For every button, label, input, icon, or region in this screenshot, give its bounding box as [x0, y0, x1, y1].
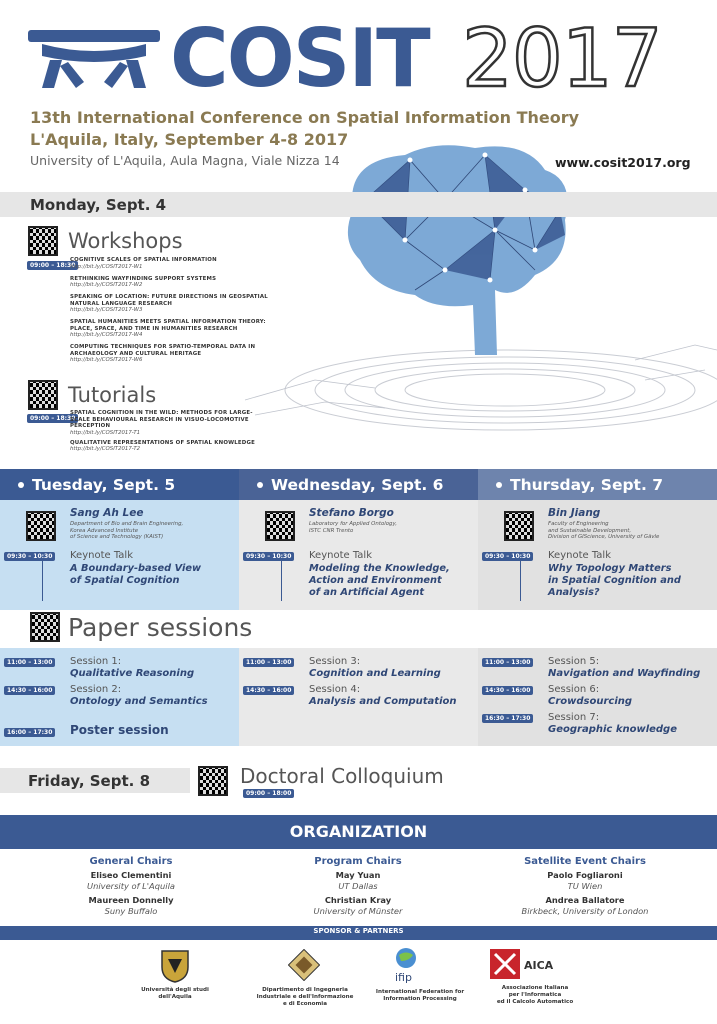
speaker-affiliation	[548, 521, 713, 541]
org-group-1	[248, 854, 468, 917]
sponsor-univaq-caption: Università degli studi dell'Aquila	[141, 987, 209, 1000]
tutorials-heading: Tutorials	[68, 383, 157, 407]
session-label: Session 4:	[309, 684, 361, 695]
org-person-affiliation: Birkbeck, University of London	[521, 906, 649, 916]
workshop-item	[70, 294, 270, 314]
doctoral-colloquium-qr-code	[198, 766, 228, 796]
keynote-column-0	[0, 469, 239, 610]
org-person-name: May Yuan	[335, 870, 381, 880]
keynote-speaker-name: Bin Jiang	[548, 507, 601, 519]
keynote-label: Keynote Talk	[548, 550, 611, 561]
keynote-title-line: of an Artificial Agent	[309, 587, 425, 598]
day-label: Thursday, Sept. 7	[510, 475, 664, 494]
keynote-title-line: A Boundary-based View	[70, 563, 202, 574]
keynote-time-badge: 09:30 – 10:30	[4, 552, 55, 561]
workshop-link[interactable]: http://bit.ly/COSIT2017-W6	[70, 357, 143, 363]
org-person-affiliation: University of L'Aquila	[87, 881, 175, 891]
tutorial-item	[70, 410, 270, 437]
session-time-badge: 11:00 – 13:00	[482, 658, 533, 667]
workshop-link[interactable]: http://bit.ly/COSIT2017-W4	[70, 332, 143, 338]
ifip-logo-text: ifip	[395, 971, 412, 984]
paper-sessions-qr-code	[30, 612, 60, 642]
subtitle-location: L'Aquila, Italy, September 4-8 2017	[30, 130, 349, 149]
sponsor-ifip	[355, 945, 465, 1020]
session-title: Geographic knowledge	[548, 724, 677, 735]
session-title: Crowdsourcing	[548, 696, 633, 707]
speaker-qr-code	[265, 511, 295, 541]
speaker-affiliation	[309, 521, 474, 534]
workshops-list	[70, 257, 270, 369]
day-header-dot-icon	[18, 482, 24, 488]
monday-day-label: Monday, Sept. 4	[30, 196, 167, 214]
org-group-title: Satellite Event Chairs	[524, 856, 646, 867]
ifip-globe-icon	[395, 947, 417, 969]
org-person-affiliation: University of Münster	[313, 906, 403, 916]
aica-logo-icon	[490, 949, 520, 979]
day-header-0	[0, 469, 239, 500]
tutorials-time-badge: 09:00 – 18:30	[27, 414, 78, 423]
sponsor-univaq	[120, 945, 230, 1020]
affiliation-line: Korea Advanced Institute	[70, 527, 139, 534]
org-person-affiliation: Suny Buffalo	[104, 906, 158, 916]
session-title: Qualitative Reasoning	[70, 668, 195, 679]
org-person-name: Christian Kray	[324, 895, 392, 905]
org-person-affiliation: UT Dallas	[338, 881, 378, 891]
keynote-title	[548, 563, 713, 599]
affiliation-line: Laboratory for Applied Ontology,	[309, 521, 397, 527]
doctoral-colloquium-label: Doctoral Colloquium	[240, 764, 444, 788]
org-group-0	[21, 854, 241, 917]
tutorials-list	[70, 410, 270, 456]
affiliation-line: Faculty of Engineering	[548, 521, 609, 527]
affiliation-line: ISTC CNR Trento	[309, 527, 354, 534]
org-person-name: Eliseo Clementini	[90, 870, 172, 880]
keynote-title	[70, 563, 235, 587]
workshop-title: SPATIAL HUMANITIES MEETS SPATIAL INFORMATION THEORY: PLACE, SPACE, AND TIME IN HUMANITIES RESEARCH	[70, 319, 266, 332]
affiliation-line: and Sustainable Development,	[548, 527, 632, 534]
session-label: Session 2:	[70, 684, 122, 695]
keynote-title-line: of Spatial Cognition	[70, 575, 180, 586]
day-header-2	[478, 469, 717, 500]
timeline-line	[520, 561, 521, 601]
session-time-badge: 14:30 – 16:00	[4, 686, 55, 695]
keynote-title-line: Why Topology Matters	[548, 563, 672, 574]
session-label: Session 1:	[70, 656, 122, 667]
aica-logo-text: AICA	[524, 959, 554, 972]
keynote-columns	[0, 469, 717, 610]
paper-session-column-0	[0, 648, 239, 746]
sponsor-ifip-caption: International Federation for Information Processing	[375, 989, 465, 1002]
keynote-title	[309, 563, 474, 599]
affiliation-line: Division of GIScience, University of Gävle	[548, 534, 660, 541]
sponsor-diiie	[240, 945, 370, 1020]
paper-sessions-columns	[0, 648, 717, 746]
poster-time-badge: 16:00 – 17:30	[4, 728, 55, 737]
org-group-title: General Chairs	[89, 856, 173, 867]
keynote-title-line: Analysis?	[548, 587, 600, 598]
org-group-2	[475, 854, 695, 917]
diiie-logo-icon	[288, 949, 320, 981]
org-person-name: Paolo Fogliaroni	[547, 870, 623, 880]
session-label: Session 3:	[309, 656, 361, 667]
session-title: Ontology and Semantics	[70, 696, 208, 707]
univaq-shield-icon	[160, 949, 190, 983]
workshops-time-badge: 09:00 – 18:30	[27, 261, 78, 270]
tutorials-qr-code	[28, 380, 58, 410]
timeline-line	[42, 561, 43, 601]
org-person-name: Maureen Donnelly	[88, 895, 174, 905]
workshops-qr-code	[28, 226, 58, 256]
tutorial-title: QUALITATIVE REPRESENTATIONS OF SPATIAL KNOWLEDGE	[70, 439, 255, 446]
paper-session-column-1	[239, 648, 478, 746]
keynote-speaker-name: Sang Ah Lee	[70, 507, 144, 519]
brain-illustration	[235, 140, 717, 460]
org-group-title: Program Chairs	[314, 856, 402, 867]
timeline-line	[281, 561, 282, 601]
workshop-link[interactable]: http://bit.ly/COSIT2017-W1	[70, 263, 143, 270]
session-title: Cognition and Learning	[309, 668, 441, 679]
speaker-qr-code	[504, 511, 534, 541]
keynote-title-line: Modeling the Knowledge,	[309, 563, 450, 574]
workshop-item	[70, 319, 270, 339]
session-label: Session 5:	[548, 656, 600, 667]
day-header-dot-icon	[496, 482, 502, 488]
workshop-link[interactable]: http://bit.ly/COSIT2017-W2	[70, 282, 143, 288]
workshop-title: COMPUTING TECHNIQUES FOR SPATIO-TEMPORAL DATA IN ARCHAEOLOGY AND CULTURAL HERITAGE	[70, 344, 256, 357]
organization-groups	[0, 854, 717, 924]
session-label: Session 7:	[548, 712, 600, 723]
keynote-label: Keynote Talk	[309, 550, 372, 561]
sponsor-aica-caption: Associazione Italiana per l'Informatica ed il Calcolo Automatico	[496, 985, 574, 1005]
logo-year-text: 2017	[462, 12, 662, 105]
workshops-heading: Workshops	[68, 229, 183, 253]
session-title: Navigation and Wayfinding	[548, 668, 701, 679]
sponsors-heading: SPONSOR & PARTNERS	[313, 927, 404, 935]
paper-sessions-heading: Paper sessions	[68, 613, 253, 642]
day-label: Wednesday, Sept. 6	[271, 475, 444, 494]
keynote-speaker-name: Stefano Borgo	[309, 507, 394, 519]
speaker-qr-code	[26, 511, 56, 541]
session-time-badge: 16:30 – 17:30	[482, 714, 533, 723]
sponsor-aica	[470, 945, 600, 1020]
logo-cosit-text: COSIT	[170, 12, 429, 105]
session-time-badge: 14:30 – 16:00	[482, 686, 533, 695]
organization-heading: ORGANIZATION	[289, 822, 428, 841]
keynote-title-line: in Spatial Cognition and	[548, 575, 681, 586]
paper-session-column-2	[478, 648, 717, 746]
website-link[interactable]: www.cosit2017.org	[555, 155, 691, 170]
cosit-logo-icon	[28, 30, 160, 90]
workshop-title: RETHINKING WAYFINDING SUPPORT SYSTEMS	[70, 275, 217, 282]
speaker-affiliation	[70, 521, 235, 541]
workshop-title: SPEAKING OF LOCATION: FUTURE DIRECTIONS IN GEOSPATIAL NATURAL LANGUAGE RESEARCH	[70, 294, 268, 307]
workshop-item	[70, 344, 270, 364]
workshop-item	[70, 257, 270, 271]
tutorial-item	[70, 440, 270, 454]
friday-day-label: Friday, Sept. 8	[28, 772, 150, 790]
tutorial-title: SPATIAL COGNITION IN THE WILD: METHODS FOR LARGE-SCALE BEHAVIOURAL RESEARCH IN VISUO-LOCOMOTIVE PERCEPTION	[70, 410, 253, 429]
poster-session-label: Poster session	[70, 723, 169, 737]
keynote-column-2	[478, 469, 717, 610]
affiliation-line: of Science and Technology (KAIST)	[70, 534, 164, 541]
day-header-1	[239, 469, 478, 500]
session-time-badge: 11:00 – 13:00	[4, 658, 55, 667]
keynote-title-line: Action and Environment	[309, 575, 442, 586]
doctoral-colloquium-time-badge: 09:00 – 18:00	[243, 789, 294, 798]
keynote-time-badge: 09:30 – 10:30	[243, 552, 294, 561]
day-header-dot-icon	[257, 482, 263, 488]
org-person-affiliation: TU Wien	[567, 881, 603, 891]
keynote-column-1	[239, 469, 478, 610]
workshop-title: COGNITIVE SCALES OF SPATIAL INFORMATION	[70, 257, 217, 263]
session-time-badge: 11:00 – 13:00	[243, 658, 294, 667]
tutorial-link[interactable]: http://bit.ly/COSIT2017-T2	[70, 446, 141, 452]
tutorial-link[interactable]: http://bit.ly/COSIT2017-T1	[70, 429, 141, 436]
venue-text: University of L'Aquila, Aula Magna, Viale Nizza 14	[30, 153, 340, 168]
sponsor-diiie-caption: Dipartimento di Ingegneria Industriale e dell'Informazione e di Economia	[256, 987, 354, 1007]
keynote-time-badge: 09:30 – 10:30	[482, 552, 533, 561]
workshop-link[interactable]: http://bit.ly/COSIT2017-W3	[70, 307, 143, 313]
keynote-label: Keynote Talk	[70, 550, 133, 561]
session-label: Session 6:	[548, 684, 600, 695]
affiliation-line: Department of Bio and Brain Engineering,	[70, 521, 184, 527]
org-person-name: Andrea Ballatore	[545, 895, 625, 905]
day-label: Tuesday, Sept. 5	[32, 475, 176, 494]
session-time-badge: 14:30 – 16:00	[243, 686, 294, 695]
workshop-item	[70, 276, 270, 290]
subtitle-conference: 13th International Conference on Spatial Information Theory	[30, 108, 580, 127]
session-title: Analysis and Computation	[309, 696, 457, 707]
